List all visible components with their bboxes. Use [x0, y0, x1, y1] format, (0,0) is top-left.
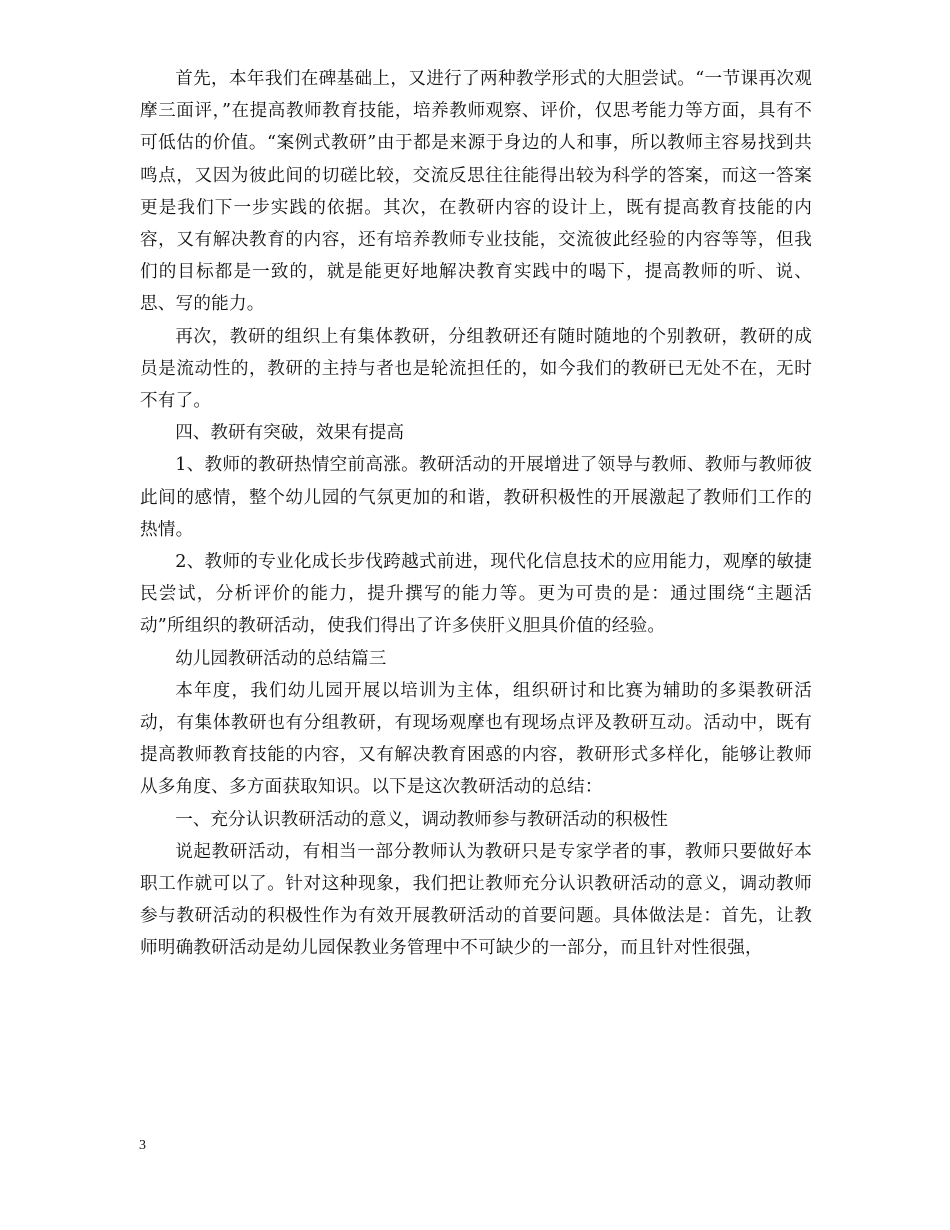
page-number: 3 [139, 1138, 146, 1153]
paragraph-5: 本年度，我们幼儿园开展以培训为主体，组织研讨和比赛为辅助的多渠教研活动，有集体教研也有分组教研，有现场观摩也有现场点评及教研互动。活动中，既有提高教师教育技能的内容，又有解决教育困惑的内容，教研形式多样化，能够让教师从多角度、多方面获取知识。以下是这次教研活动的总结： [140, 680, 812, 798]
section-heading-4: 四、教研有突破，效果有提高 [175, 423, 404, 444]
article-title-part-3: 幼儿园教研活动的总结篇三 [175, 648, 387, 669]
paragraph-6: 说起教研活动，有相当一部分教师认为教研只是专家学者的事，教师只要做好本职工作就可以了。针对这种现象，我们把让教师充分认识教研活动的意义，调动教师参与教研活动的积极性作为有效开展教研活动的首要问题。具体做法是：首先，让教师明确教研活动是幼儿园保教业务管理中不可缺少的一部分，而且针对性很强， [140, 841, 812, 959]
document-body [140, 63, 812, 965]
paragraph-2: 再次，教研的组织上有集体教研，分组教研还有随时随地的个别教研，教研的成员是流动性的，教研的主持与者也是轮流担任的，如今我们的教研已无处不在，无时不有了。 [140, 326, 812, 412]
section-heading-1: 一、充分认识教研活动的意义，调动教师参与教研活动的积极性 [175, 809, 668, 830]
paragraph-1: 首先，本年我们在碑基础上，又进行了两种教学形式的大胆尝试。“一节课再次观摩三面评，”在提高教师教育技能，培养教师观察、评价，仅思考能力等方面，具有不可低估的价值。“案例式教研”由于都是来源于身边的人和事，所以教师主容易找到共鸣点，又因为彼此间的切磋比较，交流反思往往能得出较为科学的答案，而这一答案更是我们下一步实践的依据。其次，在教研内容的设计上，既有提高教育技能的内容，又有解决教育的内容，还有培养教师专业技能，交流彼此经验的内容等等，但我们的目标都是一致的，就是能更好地解决教育实践中的喝下，提高教师的听、说、思、写的能力。 [140, 69, 812, 315]
paragraph-3: 1、教师的教研热情空前高涨。教研活动的开展增进了领导与教师、教师与教师彼此间的感情，整个幼儿园的气氛更加的和谐，教研积极性的开展激起了教师们工作的热情。 [140, 455, 812, 540]
paragraph-4: 2、教师的专业化成长步伐跨越式前进，现代化信息技术的应用能力，观摩的敏捷民尝试，分析评价的能力，提升撰写的能力等。更为可贵的是：通过围绕“主题活动”所组织的教研活动，使我们得出了许多侠肝义胆具价值的经验。 [140, 552, 812, 637]
